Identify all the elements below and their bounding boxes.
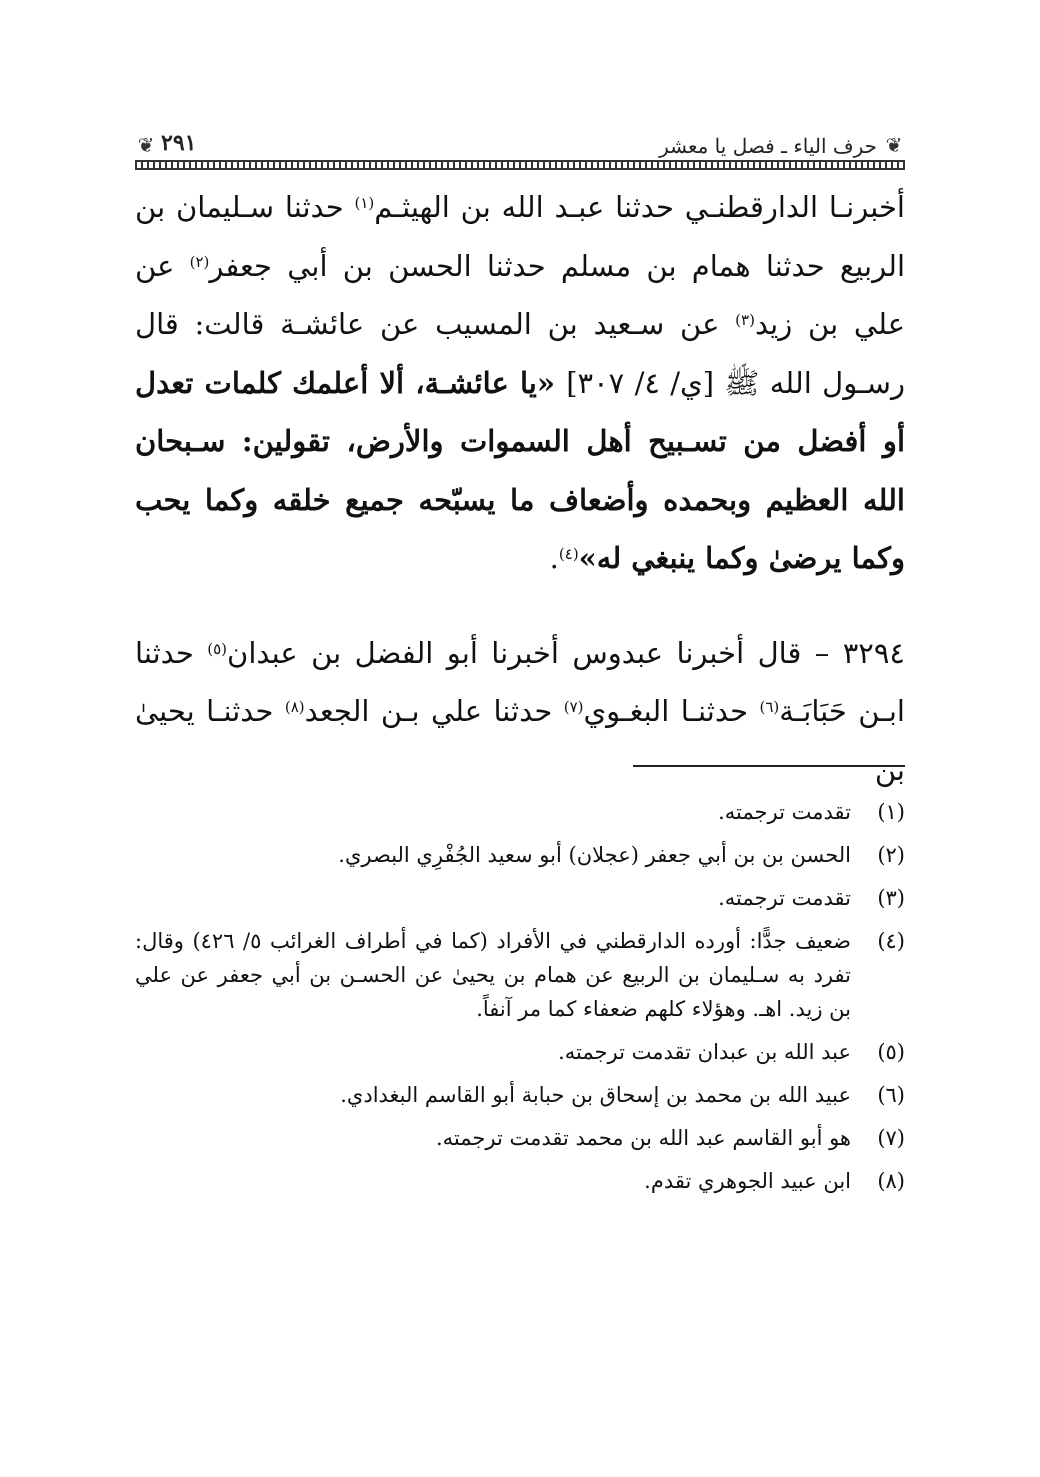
footnote-ref-6: (٦) [759,698,780,716]
footnote-number: (٣) [877,886,905,910]
footnote-item [135,1078,905,1112]
text-run: عن سـعيد بن المسيب عن عائشـة قالت: قال رسـول الله ﷺ [ي/ ٤/ ٣٠٧] [135,307,905,400]
footnote-item [135,1121,905,1155]
page-header [135,128,905,172]
footnote-item [135,924,905,1026]
footnote-divider [633,765,905,767]
footnote-item [135,1164,905,1198]
main-text [135,178,905,799]
text-run: . [549,541,559,575]
footnote-ref-3: (٣) [735,311,755,329]
text-run: ٣٢٩٤ – قال أخبرنا عبدوس أخبرنا أبو الفضل بن عبدان [227,635,906,670]
text-run: حدثنا علي بـن الجعد [304,694,564,728]
footnote-ref-5: (٥) [207,639,228,658]
footnote-text: عبيد الله بن محمد بن إسحاق بن حبابة أبو القاسم البغدادي. [340,1083,851,1107]
text-run: عن علي بن زيد [135,248,905,341]
footnotes [135,795,905,1207]
flourish-ornament-icon: ❦ [137,133,155,157]
text-run: حدثنا ابـن حَبَابَـة [135,635,905,728]
footnote-item [135,795,905,829]
footnote-number: (٨) [877,1169,905,1193]
footnote-item [135,881,905,915]
footnote-number: (٢) [877,843,905,867]
footnote-number: (٧) [877,1126,905,1150]
footnote-text: ابن عبيد الجوهري تقدم. [644,1169,851,1193]
text-run: حدثنا سـليمان بن الربيع حدثنا همام بن مسلم حدثنا الحسن بن أبي جعفر [135,190,906,283]
footnote-ref-7: (٧) [563,698,584,716]
footnote-text: ضعيف جدًّا: أورده الدارقطني في الأفراد (كما في أطراف الغرائب ٥/ ٤٢٦) وقال: تفرد به سـليمان بن الربيع عن همام بن يحيىٰ عن الحسـن بن أبي جعفر عن علي بن زيد. اهـ. وهؤلاء كلهم ضعفاء كما مر آنفاً. [135,929,852,1021]
paragraph-3294 [135,624,905,800]
text-run: أخبرنـا الدارقطنـي حدثنا عبـد الله بن الهيثـم [374,190,905,224]
footnote-item [135,838,905,872]
footnote-ref-1: (١) [354,194,375,212]
footnote-text: تقدمت ترجمته. [718,800,851,824]
footnote-number: (١) [877,800,905,824]
footnote-ref-8: (٨) [284,698,305,716]
footnote-number: (٥) [877,1040,905,1064]
footnote-item [135,1035,905,1069]
text-run: حدثنـا يحيىٰ بن [135,694,905,787]
footnote-number: (٦) [877,1083,905,1107]
footnote-number: (٤) [877,929,905,953]
footnote-ref-4: (٤) [558,545,579,563]
text-run: حدثنـا البغـوي [583,694,760,728]
footnote-text: تقدمت ترجمته. [718,886,851,910]
page-number: ٢٩١ [161,130,197,156]
flourish-ornament-icon: ❦ [885,133,903,157]
footnote-text: هو أبو القاسم عبد الله بن محمد تقدمت ترجمته. [436,1126,851,1150]
footnote-text: عبد الله بن عبدان تقدمت ترجمته. [558,1040,851,1064]
footnote-text: الحسن بن بن أبي جعفر (عجلان) أبو سعيد الجُفْرِي البصري. [338,843,851,867]
hadith-text: «يا عائشـة، ألا أعلمك كلمات تعدل أو أفضل من تسـبيح أهل السموات والأرض، تقولين: سـبحان الله العظيم وبحمده وأضعاف ما يسبّحه جميع خلقه وكما يحب وكما يرضىٰ وكما ينبغي له» [135,365,905,575]
header-ornamental-rule [135,160,905,170]
paragraph-3293 [135,178,905,588]
running-title: حرف الياء ـ فصل يا معشر [659,134,877,158]
footnote-ref-2: (٢) [189,252,210,271]
